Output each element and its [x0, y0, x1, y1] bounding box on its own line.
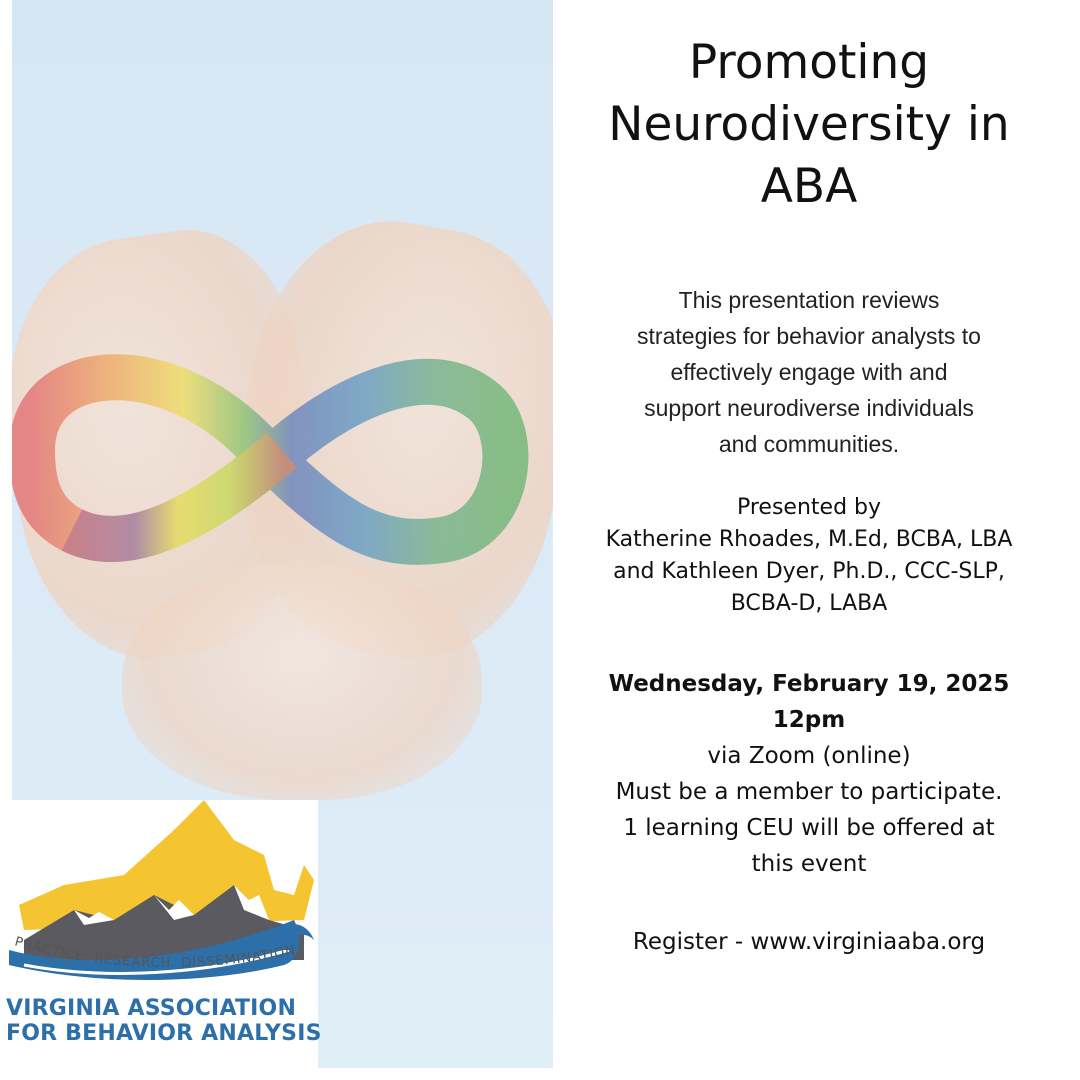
presenter-line: and Kathleen Dyer, Ph.D., CCC-SLP, [613, 559, 1005, 584]
presenters [553, 492, 1065, 620]
title-line: Neurodiversity in [608, 97, 1010, 152]
event-time: 12pm [772, 707, 846, 733]
event-date: Wednesday, February 19, 2025 [608, 671, 1010, 697]
event-ceu: this event [751, 851, 867, 877]
description-line: This presentation reviews [678, 287, 940, 313]
svg-text:PRACTICE. RESEARCH. DISSEMINAT [13, 934, 302, 971]
event-ceu: 1 learning CEU will be offered at [623, 815, 995, 841]
description-line: strategies for behavior analysts to [637, 323, 981, 349]
description-line: effectively engage with and [670, 359, 948, 385]
register-link[interactable]: Register - www.virginiaaba.org [632, 929, 986, 955]
event-location: via Zoom (online) [707, 743, 911, 769]
logo-name-line1: VIRGINIA ASSOCIATION [6, 996, 297, 1021]
title-line: ABA [760, 159, 858, 214]
event-requirement: Must be a member to participate. [615, 779, 1003, 805]
page-title [553, 32, 1065, 218]
presenter-line: BCBA-D, LABA [730, 591, 888, 616]
event-details [553, 0, 1080, 1080]
description-line: support neurodiverse individuals [644, 395, 974, 421]
logo-tagline-arc [4, 930, 316, 990]
presenter-line: Katherine Rhoades, M.Ed, BCBA, LBA [605, 527, 1013, 552]
description-line: and communities. [718, 431, 900, 457]
event-info [553, 666, 1065, 882]
description [553, 282, 1065, 462]
presented-by-heading: Presented by [736, 495, 882, 520]
logo-name [6, 996, 322, 1046]
logo-tagline: PRACTICE. RESEARCH. DISSEMINATION. [12, 934, 303, 971]
logo-name-line2: FOR BEHAVIOR ANALYSIS [6, 1021, 322, 1046]
title-line: Promoting [688, 35, 930, 90]
